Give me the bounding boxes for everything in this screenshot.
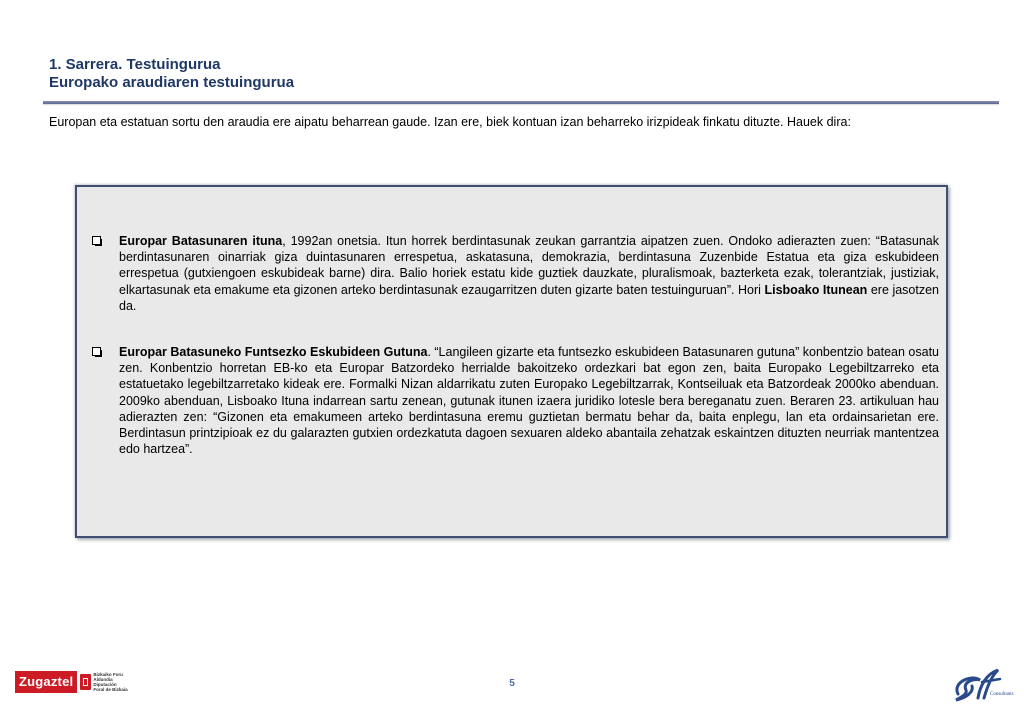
- checkbox-bullet-icon: [92, 347, 101, 356]
- bizkaia-line-1: Bizkaiko Foru: [93, 672, 123, 677]
- item-bold-lead: Europar Batasuneko Funtsezko Eskubideen Gutuna: [119, 345, 428, 359]
- bizkaia-logo: [80, 672, 127, 692]
- list-item: [119, 344, 939, 457]
- section-subtitle: Europako araudiaren testuingurua: [49, 74, 295, 91]
- zugaztel-wordmark: Zugaztel: [15, 671, 77, 693]
- item-text: , 1992an onetsia. Itun horrek berdintasunak zeukan garrantzia aipatzen zuen. Ondoko adierazten zuen: “Batasunak berdintasunaren oinarriak giza duintasunaren errespetua, askatasuna, demokrazia, berdintasuna Zuzenbide Estatua eta giza eskubideen errespetua (gutxiengoen eskubideak barne) dira. Balio horiek estatu kide guztiek dauzkate, pluralismoak, bazterketa ezak, tolerantziak, justiziak, elkartasunak eta emakume eta gizonen arteko berdintasunak ezaugarritzen duten gizarte baten testuinguruan”. Hori: [119, 234, 939, 297]
- sf-consultants-logo-icon: [950, 664, 1016, 704]
- title-divider: [43, 101, 999, 104]
- item-bold-mid: Lisboako Itunean: [764, 282, 868, 297]
- bizkaia-line-3: Diputación: [93, 682, 117, 687]
- bizkaia-line-2: Aldundia: [93, 677, 113, 682]
- content-box: [75, 185, 948, 538]
- page-heading: [49, 56, 294, 92]
- bizkaia-emblem-icon: [80, 674, 91, 690]
- section-title: 1. Sarrera. Testuingurua: [49, 56, 221, 73]
- list-item: [119, 233, 939, 314]
- bizkaia-line-4: Foral de Bizkaia: [93, 687, 128, 692]
- page-number: 5: [509, 678, 515, 689]
- zugaztel-logo: [15, 671, 128, 693]
- intro-paragraph: Europan eta estatuan sortu den araudia ere aipatu beharrean gaude. Izan ere, biek kontuan izan beharreko irizpideak finkatu dituzte. Hauek dira:: [49, 115, 851, 129]
- item-bold-lead: Europar Batasunaren ituna: [119, 234, 283, 248]
- item-text-end: ere jasotzen da.: [119, 282, 939, 313]
- bizkaia-org-name: [93, 672, 127, 692]
- sf-caption: Consultants: [990, 692, 1014, 697]
- checkbox-bullet-icon: [92, 236, 101, 245]
- item-text: . “Langileen gizarte eta funtsezko eskubideen Batasunaren gutuna” konbentzio batean osatu zen. Konbentzio horretan EB-ko eta Europar Batzordeko herrialde bakoitzeko ordezkari bat egon zen, baita Europako Legebiltzarreko eta estatuetako legebiltzarretako kideak ere. Formalki Nizan aldarrikatu zuten Europako Legebiltzarrak, Kontseiluak eta Batzordeak 2000ko abenduan. 2009ko abenduan, Lisboako Ituna indarrean sartu zenean, gutunak itunen izaera juridiko lotesle bera bereganatu zuen. Beraren 23. artikuluan hau adierazten zen: “Gizonen eta emakumeen arteko berdintasuna eremu guztietan bermatu behar da, baita enplegu, lan eta ordainsarietan ere. Berdintasun printzipioak ez du galarazten gutxien ordezkatuta dagoen sexuaren aldeko abantaila zehatzak eskaintzen dituzten neurriak mantentzea edo hartzea”.: [119, 345, 940, 457]
